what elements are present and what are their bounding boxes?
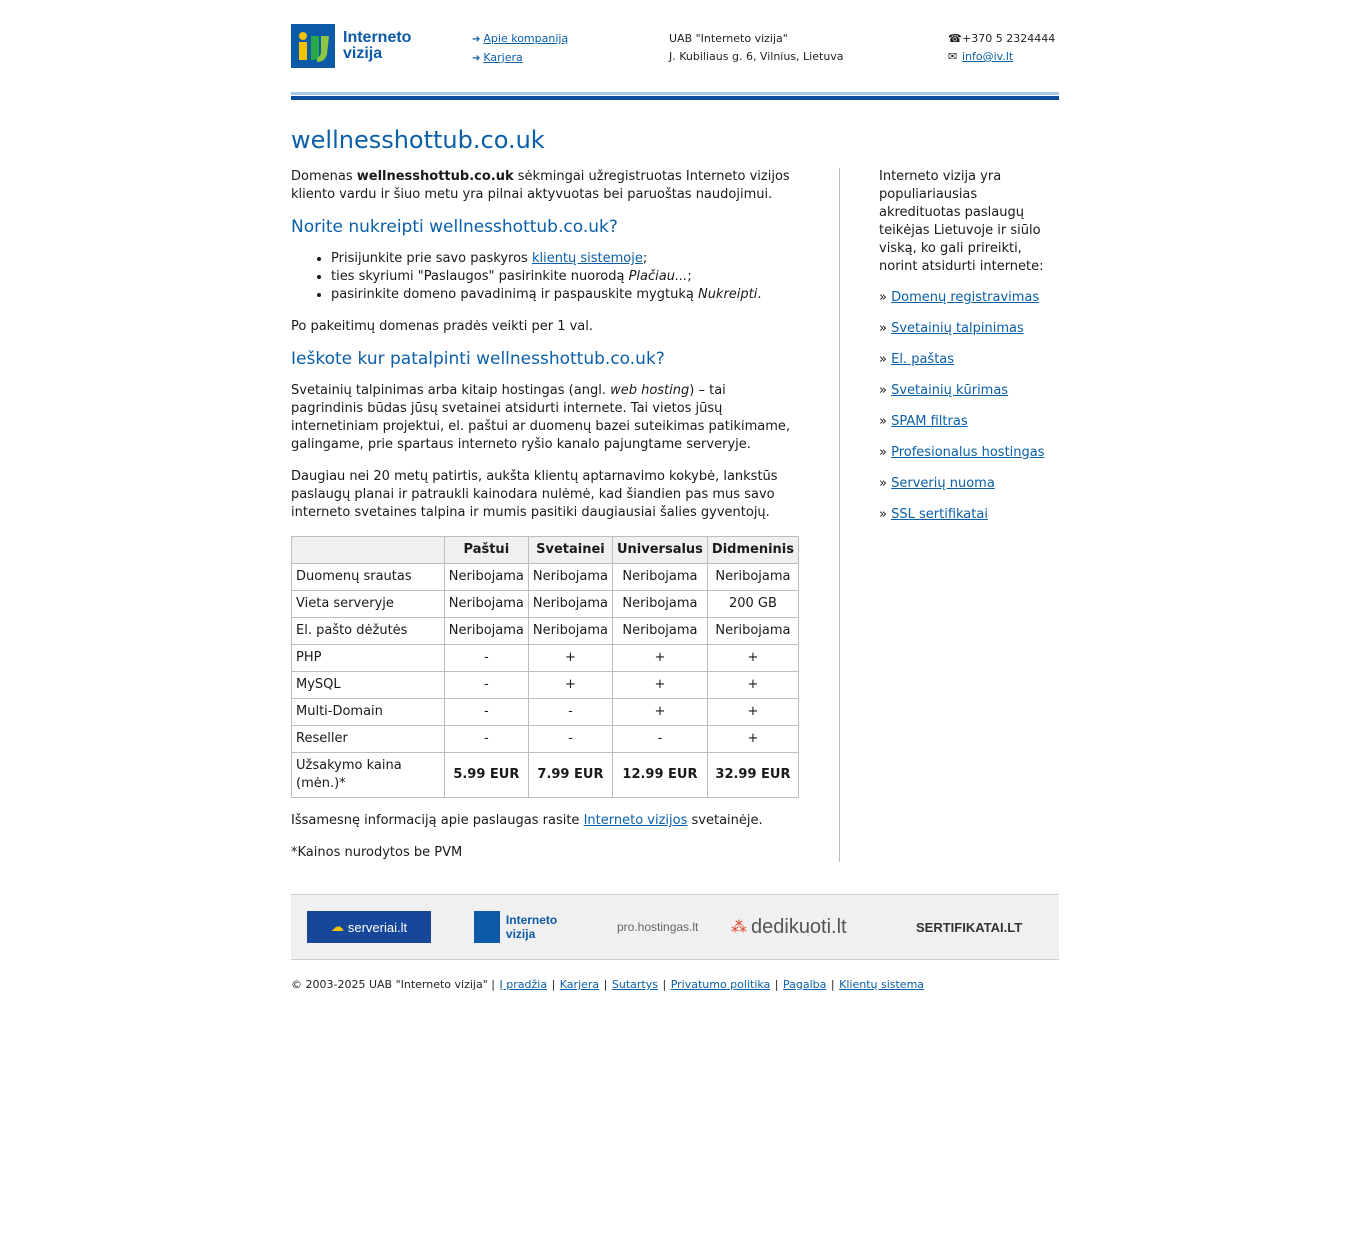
more-info-prefix: Išsamesnę informaciją apie paslaugas rasite bbox=[291, 813, 584, 828]
table-row bbox=[292, 564, 799, 591]
step3-em: Nukreipti bbox=[697, 287, 758, 302]
table-cell: - bbox=[528, 726, 612, 753]
bullet: » bbox=[879, 476, 887, 491]
logo-icon bbox=[474, 911, 500, 943]
table-cell: + bbox=[612, 672, 707, 699]
sidebar-item bbox=[879, 444, 1059, 462]
step2-em: Plačiau... bbox=[628, 269, 688, 284]
footer-link-privacy[interactable]: Privatumo politika bbox=[670, 978, 771, 991]
client-system-link[interactable]: klientų sistemoje bbox=[531, 251, 643, 266]
nav-item-career bbox=[472, 49, 568, 68]
intro-suffix: sėkmingai užregistruotas Interneto vizijos kliento vardu ir šiuo metu yra pilnai aktyvuotas bei paruoštas naudojimui. bbox=[291, 169, 790, 202]
table-cell: Reseller bbox=[292, 726, 445, 753]
sidebar-link-email[interactable]: El. paštas bbox=[891, 352, 955, 367]
sidebar-link-spam[interactable]: SPAM filtras bbox=[891, 414, 968, 429]
step2-text: ties skyriumi "Paslaugos" pasirinkite nuorodą bbox=[331, 269, 629, 284]
email-link[interactable]: info@iv.lt bbox=[962, 50, 1014, 63]
table-row bbox=[292, 726, 799, 753]
table-cell: 32.99 EUR bbox=[707, 753, 798, 798]
copyright: © 2003-2025 UAB "Interneto vizija" bbox=[291, 978, 488, 991]
table-cell: Neribojama bbox=[707, 618, 798, 645]
partner-logo-prohostingas[interactable] bbox=[617, 911, 697, 943]
table-cell: - bbox=[528, 699, 612, 726]
table-row-price bbox=[292, 753, 799, 798]
header-divider bbox=[291, 92, 1059, 100]
table-cell: Neribojama bbox=[528, 618, 612, 645]
table-cell: Neribojama bbox=[444, 618, 528, 645]
sidebar-item bbox=[879, 506, 1059, 524]
bullet: » bbox=[879, 383, 887, 398]
vat-note: *Kainos nurodytos be PVM bbox=[291, 845, 463, 860]
intro-text bbox=[291, 168, 799, 204]
sidebar-intro: Interneto vizija yra populiariausias akredituotas paslaugų teikėjas Lietuvoje ir siūlo viską, ko gali prireikti, norint atsidurti internete: bbox=[879, 169, 1044, 274]
logo-link[interactable] bbox=[291, 24, 431, 68]
table-cell: 200 GB bbox=[707, 591, 798, 618]
table-cell: PHP bbox=[292, 645, 445, 672]
hosting-p1-prefix: Svetainių talpinimas arba kitaip hostingas (angl. bbox=[291, 383, 611, 398]
more-info-suffix: svetainėje. bbox=[687, 813, 763, 828]
table-cell: + bbox=[528, 672, 612, 699]
email-row bbox=[948, 48, 1055, 66]
table-cell: 12.99 EUR bbox=[612, 753, 707, 798]
footer bbox=[291, 978, 1059, 991]
company-info bbox=[669, 30, 844, 66]
nav-item-about bbox=[472, 30, 568, 49]
table-cell: 7.99 EUR bbox=[528, 753, 612, 798]
bullet: » bbox=[879, 507, 887, 522]
bullet: » bbox=[879, 352, 887, 367]
table-cell: Duomenų srautas bbox=[292, 564, 445, 591]
footer-link-client-system[interactable]: Klientų sistema bbox=[839, 978, 925, 991]
more-info-text bbox=[291, 812, 799, 830]
table-header-cell: Paštui bbox=[444, 537, 528, 564]
sidebar-item bbox=[879, 289, 1059, 307]
interneto-vizija-link[interactable]: Interneto vizijos bbox=[583, 813, 688, 828]
partner-logo-dedikuoti[interactable] bbox=[731, 911, 871, 943]
table-cell: Neribojama bbox=[612, 591, 707, 618]
partners-bar bbox=[291, 894, 1059, 960]
table-cell: Neribojama bbox=[444, 564, 528, 591]
partner-logo-serveriai[interactable] bbox=[307, 911, 431, 943]
step1-suffix: ; bbox=[642, 251, 648, 266]
redirect-heading: Norite nukreipti wellnesshottub.co.uk? bbox=[291, 217, 618, 237]
table-cell: Vieta serveryje bbox=[292, 591, 445, 618]
table-row bbox=[292, 672, 799, 699]
table-cell: + bbox=[707, 699, 798, 726]
table-cell: - bbox=[444, 726, 528, 753]
bullet: » bbox=[879, 321, 887, 336]
content-columns bbox=[291, 168, 1059, 862]
redirect-note: Po pakeitimų domenas pradės veikti per 1 val. bbox=[291, 319, 594, 334]
list-item bbox=[331, 286, 799, 304]
table-cell: - bbox=[444, 645, 528, 672]
table-cell: + bbox=[707, 645, 798, 672]
table-cell: Neribojama bbox=[528, 564, 612, 591]
footer-separator: | bbox=[830, 978, 835, 991]
sidebar-link-web-dev[interactable]: Svetainių kūrimas bbox=[891, 383, 1009, 398]
table-row bbox=[292, 699, 799, 726]
intro-prefix: Domenas bbox=[291, 169, 357, 184]
logo-icon bbox=[291, 24, 335, 68]
sidebar-link-servers[interactable]: Serverių nuoma bbox=[891, 476, 995, 491]
company-name: UAB "Interneto vizija" bbox=[669, 32, 788, 45]
table-cell: - bbox=[444, 672, 528, 699]
table-header-cell: Didmeninis bbox=[707, 537, 798, 564]
table-cell: + bbox=[528, 645, 612, 672]
table-cell: 5.99 EUR bbox=[444, 753, 528, 798]
intro-domain: wellnesshottub.co.uk bbox=[356, 169, 514, 184]
partner-logo-interneto-vizija[interactable] bbox=[474, 911, 574, 943]
table-cell: Neribojama bbox=[612, 564, 707, 591]
step3-suffix: . bbox=[757, 287, 762, 302]
hosting-p1-em: web hosting bbox=[610, 383, 690, 398]
partner-name: pro.hostingas.lt bbox=[617, 920, 699, 934]
footer-link-help[interactable]: Pagalba bbox=[783, 978, 827, 991]
sidebar-link-ssl[interactable]: SSL sertifikatai bbox=[891, 507, 988, 522]
table-cell: - bbox=[612, 726, 707, 753]
hosting-heading: Ieškote kur patalpinti wellnesshottub.co.uk? bbox=[291, 349, 665, 369]
sidebar-link-pro-hosting[interactable]: Profesionalus hostingas bbox=[891, 445, 1045, 460]
sidebar-item bbox=[879, 382, 1059, 400]
redirect-steps bbox=[291, 250, 799, 304]
footer-link-contracts[interactable]: Sutartys bbox=[611, 978, 658, 991]
hosting-paragraph-1 bbox=[291, 382, 799, 454]
sidebar bbox=[839, 168, 1059, 862]
list-item bbox=[331, 250, 799, 268]
footer-link-home[interactable]: Į pradžia bbox=[499, 978, 548, 991]
table-header-row bbox=[292, 537, 799, 564]
nav-link-career[interactable]: Karjera bbox=[483, 51, 523, 64]
table-cell: Užsakymo kaina (mėn.)* bbox=[292, 753, 445, 798]
main-content bbox=[291, 168, 799, 862]
partner-name: dedikuoti.lt bbox=[751, 915, 847, 938]
hosting-p1-suffix: ) – tai pagrindinis būdas jūsų svetainei atsidurti internete. Tai vietos jūsų internetiniam projektui, el. paštui ar duomenų bazei suteikimas patikimame, galingame, prie spartaus interneto ryšio kanalo pajungtame serveryje. bbox=[291, 383, 791, 452]
bullet: » bbox=[879, 290, 887, 305]
sidebar-item bbox=[879, 475, 1059, 493]
sidebar-item bbox=[879, 413, 1059, 431]
table-cell: + bbox=[707, 672, 798, 699]
footer-separator: | bbox=[551, 978, 556, 991]
table-cell: MySQL bbox=[292, 672, 445, 699]
table-cell: Neribojama bbox=[612, 618, 707, 645]
sidebar-item bbox=[879, 320, 1059, 338]
table-header-cell: Svetainei bbox=[528, 537, 612, 564]
table-cell: + bbox=[612, 645, 707, 672]
plans-table bbox=[291, 536, 799, 798]
page bbox=[291, 0, 1059, 991]
dots-icon: ⁂ bbox=[731, 919, 747, 936]
table-row bbox=[292, 645, 799, 672]
table-cell: Neribojama bbox=[444, 591, 528, 618]
table-cell: - bbox=[444, 699, 528, 726]
footer-separator: | bbox=[774, 978, 779, 991]
table-cell: + bbox=[612, 699, 707, 726]
logo-text bbox=[343, 30, 411, 62]
partner-logo-sertifikatai[interactable] bbox=[916, 911, 1031, 943]
table-header-cell bbox=[292, 537, 445, 564]
step1-text: Prisijunkite prie savo paskyros bbox=[331, 251, 532, 266]
partner-name: SERTIFIKATAI.LT bbox=[916, 919, 1023, 935]
contact-info bbox=[948, 30, 1055, 66]
sidebar-item bbox=[879, 351, 1059, 369]
step3-text: pasirinkite domeno pavadinimą ir paspauskite mygtuką bbox=[331, 287, 698, 302]
header-nav bbox=[472, 30, 568, 68]
partner-name: serveriai.lt bbox=[347, 919, 408, 935]
bullet: » bbox=[879, 445, 887, 460]
cloud-icon: ☁ bbox=[330, 919, 344, 934]
table-cell: Neribojama bbox=[707, 564, 798, 591]
footer-separator: | bbox=[603, 978, 608, 991]
table-cell: + bbox=[707, 726, 798, 753]
logo-line2: vizija bbox=[343, 45, 383, 62]
list-item bbox=[331, 268, 799, 286]
sidebar-link-domains[interactable]: Domenų registravimas bbox=[891, 290, 1040, 305]
table-cell: Neribojama bbox=[528, 591, 612, 618]
table-header-cell: Universalus bbox=[612, 537, 707, 564]
nav-link-about[interactable]: Apie kompaniją bbox=[483, 32, 569, 45]
footer-link-career[interactable]: Karjera bbox=[559, 978, 600, 991]
logo-line1: Interneto bbox=[343, 29, 412, 46]
arrow-right-icon: ➔ bbox=[472, 34, 481, 45]
table-cell: El. pašto dėžutės bbox=[292, 618, 445, 645]
bullet: » bbox=[879, 414, 887, 429]
arrow-right-icon: ➔ bbox=[472, 53, 481, 64]
phone-row bbox=[948, 30, 1055, 48]
company-address: J. Kubiliaus g. 6, Vilnius, Lietuva bbox=[669, 50, 844, 63]
page-title: wellnesshottub.co.uk bbox=[291, 126, 545, 154]
footer-separator: | bbox=[491, 978, 496, 991]
footer-separator: | bbox=[662, 978, 667, 991]
table-cell: Multi-Domain bbox=[292, 699, 445, 726]
sidebar-link-hosting[interactable]: Svetainių talpinimas bbox=[891, 321, 1024, 336]
partner-name: Interneto vizija bbox=[505, 913, 558, 941]
envelope-icon: ✉ bbox=[948, 50, 958, 63]
phone-number: +370 5 2324444 bbox=[962, 32, 1056, 45]
hosting-paragraph-2: Daugiau nei 20 metų patirtis, aukšta klientų aptarnavimo kokybė, lankstūs paslaugų planai ir patraukli kainodara nulėmė, kad šiandien pas mus savo interneto svetaines talpina ir mumis pasitiki daugiausiai šalies gyventojų. bbox=[291, 469, 778, 520]
phone-icon: ☎ bbox=[948, 32, 962, 45]
step2-suffix: ; bbox=[687, 269, 692, 284]
header bbox=[291, 24, 1059, 92]
table-row bbox=[292, 618, 799, 645]
table-row bbox=[292, 591, 799, 618]
